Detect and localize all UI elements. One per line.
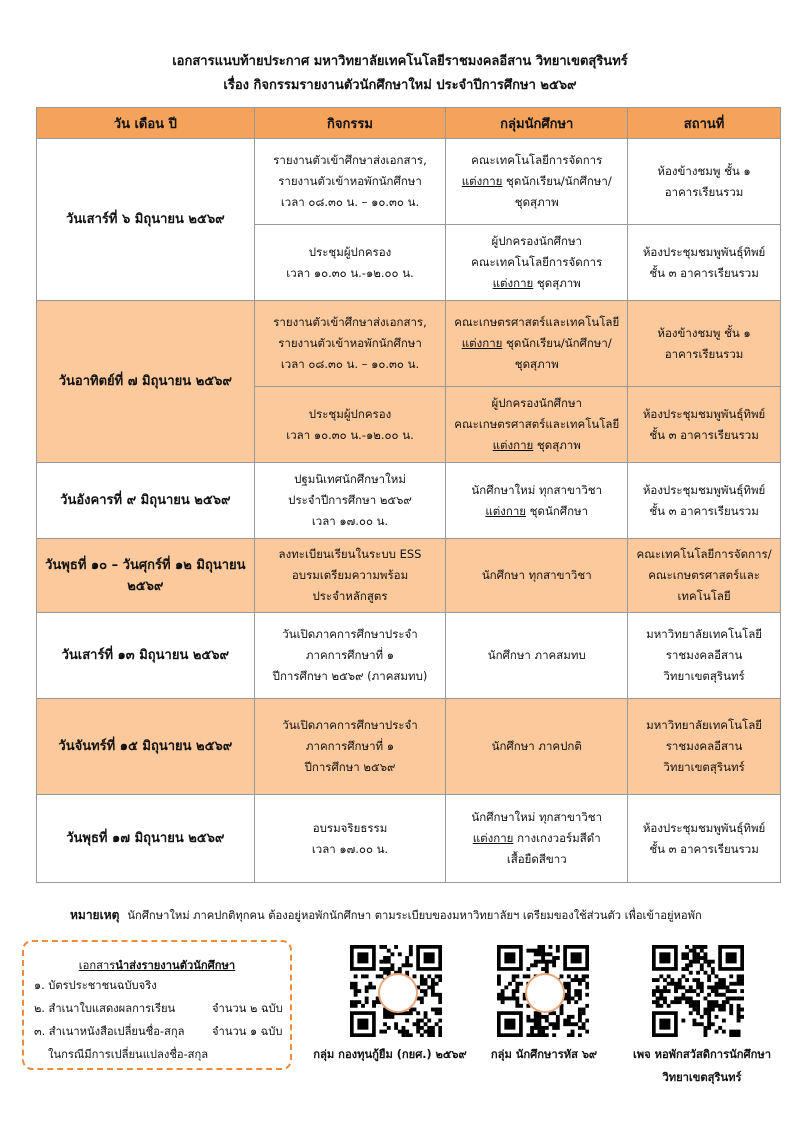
- date-cell: วันเสาร์ที่ ๑๓ มิถุนายน ๒๕๖๙: [37, 613, 255, 699]
- group-cell: นักศึกษาใหม่ ทุกสาขาวิชา แต่งกาย กางเกงวอร์มสีดำ เสื้อยืดสีขาว: [446, 795, 628, 883]
- documents-box: [22, 940, 292, 1070]
- table-row: [37, 463, 781, 539]
- activity-cell: วันเปิดภาคการศึกษาประจำ ภาคการศึกษาที่ ๑ ปีการศึกษา ๒๕๖๙: [254, 699, 446, 795]
- place-cell: มหาวิทยาลัยเทคโนโลยี ราชมงคลอีสาน วิทยาเขตสุรินทร์: [628, 699, 781, 795]
- header-date: วัน เดือน ปี: [37, 108, 255, 139]
- activity-cell: ประชุมผู้ปกครอง เวลา ๑๐.๓๐ น.-๑๒.๐๐ น.: [254, 387, 446, 463]
- group-cell: ผู้ปกครองนักศึกษา คณะเทคโนโลยีการจัดการ แต่งกาย ชุดสุภาพ: [446, 225, 628, 301]
- activity-cell: ปฐมนิเทศนักศึกษาใหม่ ประจำปีการศึกษา ๒๕๖๙ เวลา ๑๗.๐๐ น.: [254, 463, 446, 539]
- group-cell: ผู้ปกครองนักศึกษา คณะเกษตรศาสตร์และเทคโนโลยี แต่งกาย ชุดสุภาพ: [446, 387, 628, 463]
- group-logo-icon: [525, 973, 565, 1013]
- table-header-row: [37, 108, 781, 139]
- documents-heading: เอกสารนำส่งรายงานตัวนักศึกษา: [78, 959, 236, 972]
- qr-code-icon: [497, 945, 589, 1037]
- header-place: สถานที่: [628, 108, 781, 139]
- note-text: นักศึกษาใหม่ ภาคปกติทุกคน ต้องอยู่หอพักนักศึกษา ตามระเบียบของมหาวิทยาลัยฯ เตรียมของใช้ส่วนตัว เพื่อเข้าอยู่หอพัก: [127, 909, 702, 922]
- schedule-table: [36, 107, 781, 883]
- note-label: หมายเหตุ: [70, 908, 120, 922]
- table-row: [37, 613, 781, 699]
- date-cell: วันอาทิตย์ที่ ๗ มิถุนายน ๒๕๖๙: [37, 301, 255, 463]
- group-cell: นักศึกษา ภาคปกติ: [446, 699, 628, 795]
- date-cell: วันพุธที่ ๑๗ มิถุนายน ๒๕๖๙: [37, 795, 255, 883]
- title-line-2: เรื่อง กิจกรรมรายงานตัวนักศึกษาใหม่ ประจำปีการศึกษา ๒๕๖๙: [223, 78, 577, 93]
- date-cell: วันอังคารที่ ๙ มิถุนายน ๒๕๖๙: [37, 463, 255, 539]
- title-line-1: เอกสารแนบท้ายประกาศ มหาวิทยาลัยเทคโนโลยีราชมงคลอีสาน วิทยาเขตสุรินทร์: [172, 54, 628, 69]
- qr-code-icon: [350, 945, 442, 1037]
- header-activity: กิจกรรม: [254, 108, 446, 139]
- activity-cell: ประชุมผู้ปกครอง เวลา ๑๐.๓๐ น.-๑๒.๐๐ น.: [254, 225, 446, 301]
- group-cell: นักศึกษา ภาคสมทบ: [446, 613, 628, 699]
- date-cell: วันจันทร์ที่ ๑๕ มิถุนายน ๒๕๖๙: [37, 699, 255, 795]
- date-cell: วันเสาร์ที่ ๖ มิถุนายน ๒๕๖๙: [37, 139, 255, 301]
- place-cell: คณะเทคโนโลยีการจัดการ/ คณะเกษตรศาสตร์และ เทคโนโลยี: [628, 539, 781, 613]
- activity-cell: ลงทะเบียนเรียนในระบบ ESS อบรมเตรียมความพร้อม ประจำหลักสูตร: [254, 539, 446, 613]
- header-group: กลุ่มนักศึกษา: [446, 108, 628, 139]
- table-row: [37, 795, 781, 883]
- activity-cell: วันเปิดภาคการศึกษาประจำ ภาคการศึกษาที่ ๑ ปีการศึกษา ๒๕๖๙ (ภาคสมทบ): [254, 613, 446, 699]
- group-cell: นักศึกษาใหม่ ทุกสาขาวิชา แต่งกาย ชุดนักศึกษา: [446, 463, 628, 539]
- date-cell: วันพุธที่ ๑๐ – วันศุกร์ที่ ๑๒ มิถุนายน ๒๕๖๙: [37, 539, 255, 613]
- place-cell: ห้องข้างชมพู ชั้น ๑ อาคารเรียนรวม: [628, 139, 781, 225]
- note: [70, 906, 790, 925]
- group-logo-icon: [378, 973, 418, 1013]
- place-cell: ห้องประชุมชมพูพันธุ์ทิพย์ ชั้น ๓ อาคารเรียนรวม: [628, 463, 781, 539]
- document-title: [0, 50, 800, 98]
- table-row: [37, 139, 781, 225]
- activity-cell: รายงานตัวเข้าศึกษาส่งเอกสาร, รายงานตัวเข้าหอพักนักศึกษา เวลา ๐๘.๓๐ น. – ๑๐.๓๐ น.: [254, 139, 446, 225]
- group-cell: คณะเทคโนโลยีการจัดการ แต่งกาย ชุดนักเรียน/นักศึกษา/ ชุดสุภาพ: [446, 139, 628, 225]
- qr-caption: เพจ หอพักสวัสดิการนักศึกษา วิทยาเขตสุรินทร์: [632, 1048, 772, 1084]
- place-cell: มหาวิทยาลัยเทคโนโลยี ราชมงคลอีสาน วิทยาเขตสุรินทร์: [628, 613, 781, 699]
- group-cell: นักศึกษา ทุกสาขาวิชา: [446, 539, 628, 613]
- place-cell: ห้องประชุมชมพูพันธุ์ทิพย์ ชั้น ๓ อาคารเรียนรวม: [628, 387, 781, 463]
- group-cell: คณะเกษตรศาสตร์และเทคโนโลยี แต่งกาย ชุดนักเรียน/นักศึกษา/ ชุดสุภาพ: [446, 301, 628, 387]
- document-item: ๒. สำเนาใบแสดงผลการเรียน จำนวน ๒ ฉบับ: [34, 1002, 283, 1015]
- activity-cell: รายงานตัวเข้าศึกษาส่งเอกสาร, รายงานตัวเข้าหอพักนักศึกษา เวลา ๐๘.๓๐ น. – ๑๐.๓๐ น.: [254, 301, 446, 387]
- table-row: [37, 301, 781, 387]
- document-item: ในกรณีมีการเปลี่ยนแปลงชื่อ-สกุล: [48, 1048, 209, 1061]
- table-row: [37, 699, 781, 795]
- document-item: ๑. บัตรประชาชนฉบับจริง: [34, 979, 157, 992]
- table-row: [37, 539, 781, 613]
- activity-cell: อบรมจริยธรรม เวลา ๑๗.๐๐ น.: [254, 795, 446, 883]
- qr-caption: กลุ่ม กองทุนกู้ยืม (กยศ.) ๒๕๖๙: [313, 1048, 467, 1061]
- qr-caption: กลุ่ม นักศึกษารหัส ๖๙: [490, 1048, 598, 1061]
- place-cell: ห้องประชุมชมพูพันธุ์ทิพย์ ชั้น ๓ อาคารเรียนรวม: [628, 795, 781, 883]
- place-cell: ห้องประชุมชมพูพันธุ์ทิพย์ ชั้น ๓ อาคารเรียนรวม: [628, 225, 781, 301]
- qr-code-icon: [652, 945, 744, 1037]
- place-cell: ห้องข้างชมพู ชั้น ๑ อาคารเรียนรวม: [628, 301, 781, 387]
- document-item: ๓. สำเนาหนังสือเปลี่ยนชื่อ-สกุล จำนวน ๑ ฉบับ: [34, 1025, 283, 1038]
